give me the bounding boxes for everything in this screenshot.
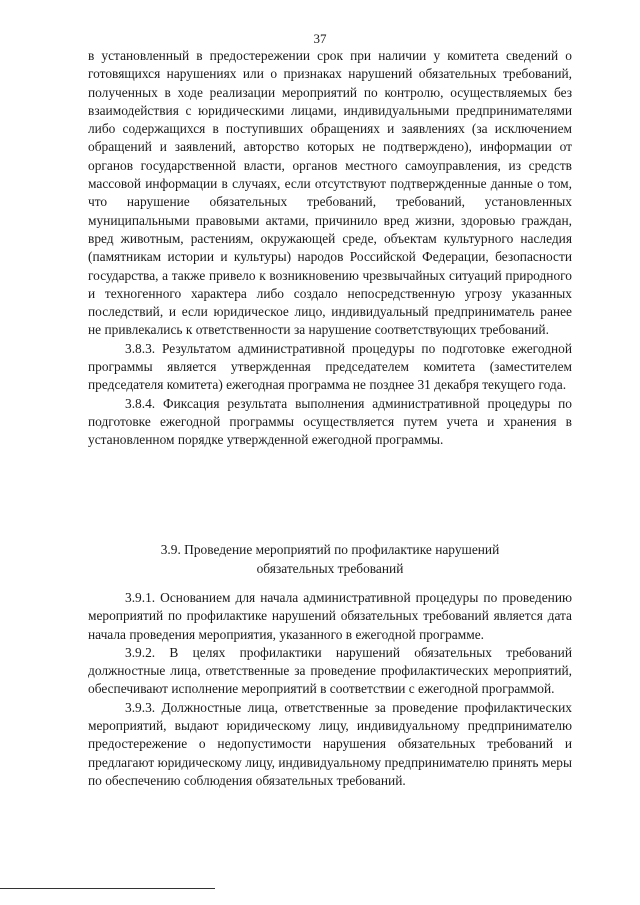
body-text-bottom [88,589,572,790]
paragraph-3-9-1: 3.9.1. Основанием для начала административной процедуры по проведению мероприятий по профилактике нарушений обязательных требований является дата начала проведения мероприятия, указанного в ежегодной программе. [88,590,572,642]
paragraph-3-8-4: 3.8.4. Фиксация результата выполнения административной процедуры по подготовке ежегодной программы осуществляется путем учета и хранения в установленном порядке утвержденной ежегодной программы. [88,395,572,448]
section-heading-line-1: 3.9. Проведение мероприятий по профилактике нарушений [160,542,500,557]
page-number: 37 [313,31,327,46]
body-text-top [88,47,572,450]
section-heading-line-2: обязательных требований [256,560,404,576]
paragraph-3-9-3: 3.9.3. Должностные лица, ответственные за проведение профилактических мероприятий, выдают юридическому лицу, индивидуальному предпринимателю предостережение о недопустимости нарушения обязательных требований и предлагают юридическому лицу, индивидуальному предпринимателю принять меры по обеспечению соблюдения обязательных требований. [88,699,572,788]
footnote-separator-line [0,888,215,889]
paragraph-3-8-3: 3.8.3. Результатом административной процедуры по подготовке ежегодной программы является утвержденная председателем комитета (заместителем председателя комитета) ежегодная программа не позднее 31 декабря текущего года. [88,340,572,393]
section-heading [88,541,572,578]
paragraph-3-9-2: 3.9.2. В целях профилактики нарушений обязательных требований должностные лица, ответственные за проведение профилактических мероприятий, обеспечивают исполнение мероприятий в соответствии с ежегодной программой. [88,644,572,697]
paragraph-continuation: в установленный в предостережении срок при наличии у комитета сведений о готовящихся нарушениях или о признаках нарушений обязательных требований, полученных в ходе реализации мероприятий по контролю, осуществляемых без взаимодействия с юридическими лицами, индивидуальными предпринимателями либо содержащихся в поступивших обращениях и заявлениях (за исключением обращений и заявлений, авторство которых не подтверждено), информации от органов государственной власти, органов местного самоуправления, из средств массовой информации в случаях, если отсутствуют подтвержденные данные о том, что нарушение обязательных требований, требований, установленных муниципальными правовыми актами, причинило вред жизни, здоровью граждан, вред животным, растениям, окружающей среде, объектам культурного наследия (памятникам истории и культуры) народов Российской Федерации, безопасности государства, а также привело к возникновению чрезвычайных ситуаций природного и техногенного характера либо создало непосредственную угрозу указанных последствий, и если юридическое лицо, индивидуальный предприниматель ранее не привлекались к ответственности за нарушение соответствующих требований. [88,48,572,338]
